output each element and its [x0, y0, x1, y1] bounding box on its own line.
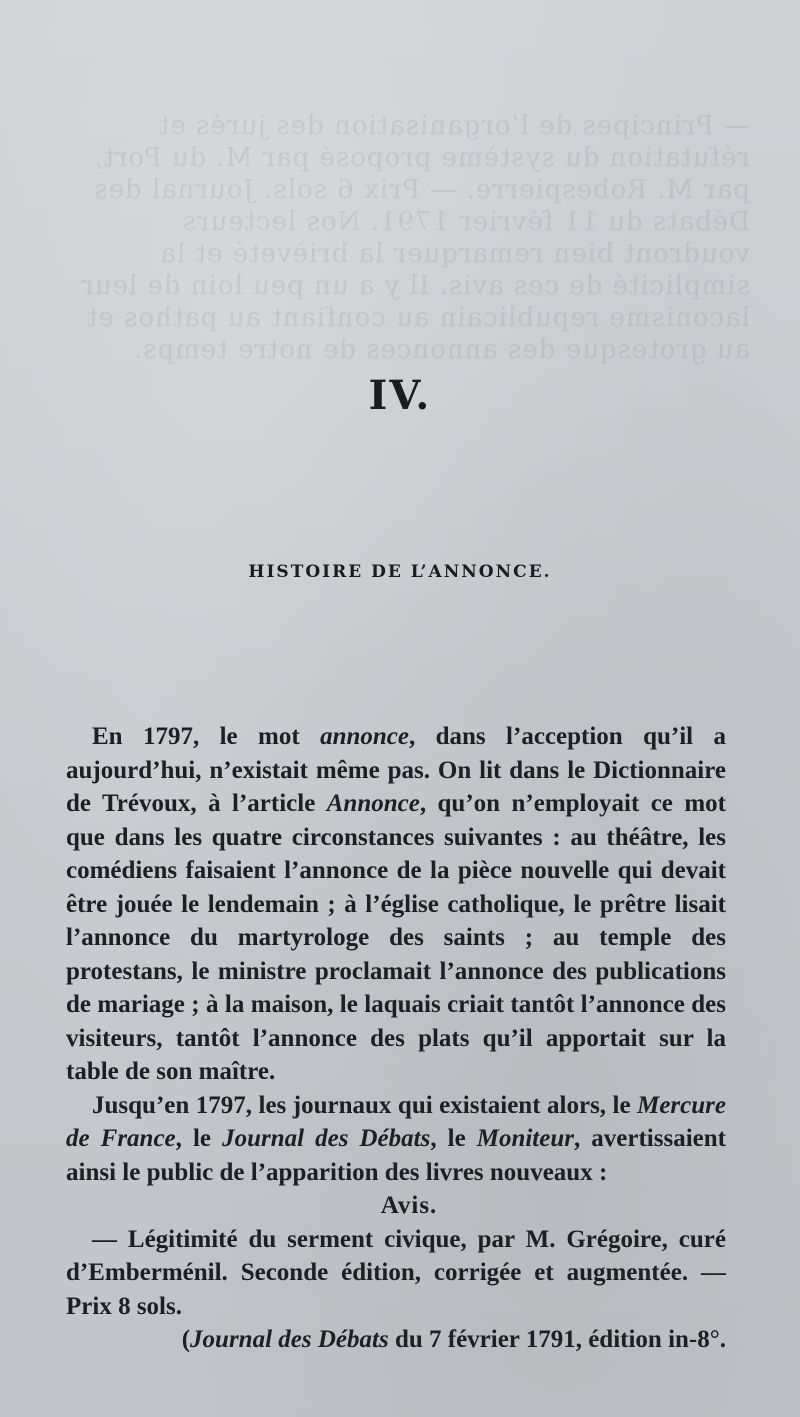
avis-entry: — Légitimité du serment civique, par M. Grégoire, curé d’Emberménil. Seconde édition, corrigée et augmentée. — Prix 8 sols. — [66, 1225, 726, 1320]
paragraph-2-text-a: Jusqu’en 1797, les journaux qui existaient alors, le — [92, 1091, 638, 1119]
paragraph-2-italic-b: Journal des Débats — [222, 1125, 431, 1152]
section-title: HISTOIRE DE L’ANNONCE. — [248, 562, 552, 582]
bleed-through-texture: — Principes de l’organisation des jurés et réfutation du système proposé par M. du Port, par M. Robespierre. — Prix 6 sols. Journal des Débats du 11 février 1791. Nos lecteurs voudront bien remarquer la brièveté et la simplicité de ces avis. Il y a un peu loin de leur laconisme republicain au confiant au pathos et au grotesque des annonces de notre temps. — [71, 111, 750, 365]
paragraph-2-text-d: , avertissaient ainsi le public de l’apparition des livres nouveaux : — [66, 1125, 726, 1186]
paragraph-2-text-c: , le — [430, 1125, 477, 1152]
paragraph-1 — [66, 720, 726, 1089]
chapter-number: IV. — [368, 372, 432, 419]
paragraph-1-text-c: , qu’on n’employait ce mot que dans les quatre circonstances suivantes : au théâtre, les comédiens faisaient l’annonce de la pièce nouvelle qui devait être jouée le lendemain ; à l’église catholique, le prêtre lisait l’annonce du martyrologe des saints ; au temple des protestans, le ministre proclamait l’annonce des publications de mariage ; à la maison, le laquais criait tantôt l’annonce des visiteurs, tantôt l’annonce des plats qu’il apportait sur la table de son maître. — [66, 790, 726, 1085]
paragraph-1-italic-a: annonce — [320, 723, 409, 750]
paragraph-2 — [66, 1089, 726, 1190]
paragraph-1-italic-b: Annonce — [326, 790, 420, 817]
source-rest: du 7 février 1791, édition in-8°. — [388, 1326, 726, 1353]
avis-heading: Avis. — [380, 1192, 438, 1219]
paragraph-1-text-a: En 1797, le mot — [92, 723, 321, 750]
source-journal-title: Journal des Débats — [190, 1326, 389, 1353]
body-text — [66, 720, 726, 1357]
paragraph-2-italic-a: Mercure de France — [66, 1091, 726, 1152]
source-citation — [66, 1323, 726, 1357]
paragraph-1-text-b: , dans l’acception qu’il a aujourd’hui, n’existait même pas. On lit dans le Dictionnaire de Trévoux, à l’article — [66, 723, 726, 817]
paragraph-2-text-b: , le — [175, 1125, 223, 1152]
source-open-paren: ( — [181, 1326, 191, 1353]
paragraph-2-italic-c: Moniteur — [476, 1125, 574, 1152]
